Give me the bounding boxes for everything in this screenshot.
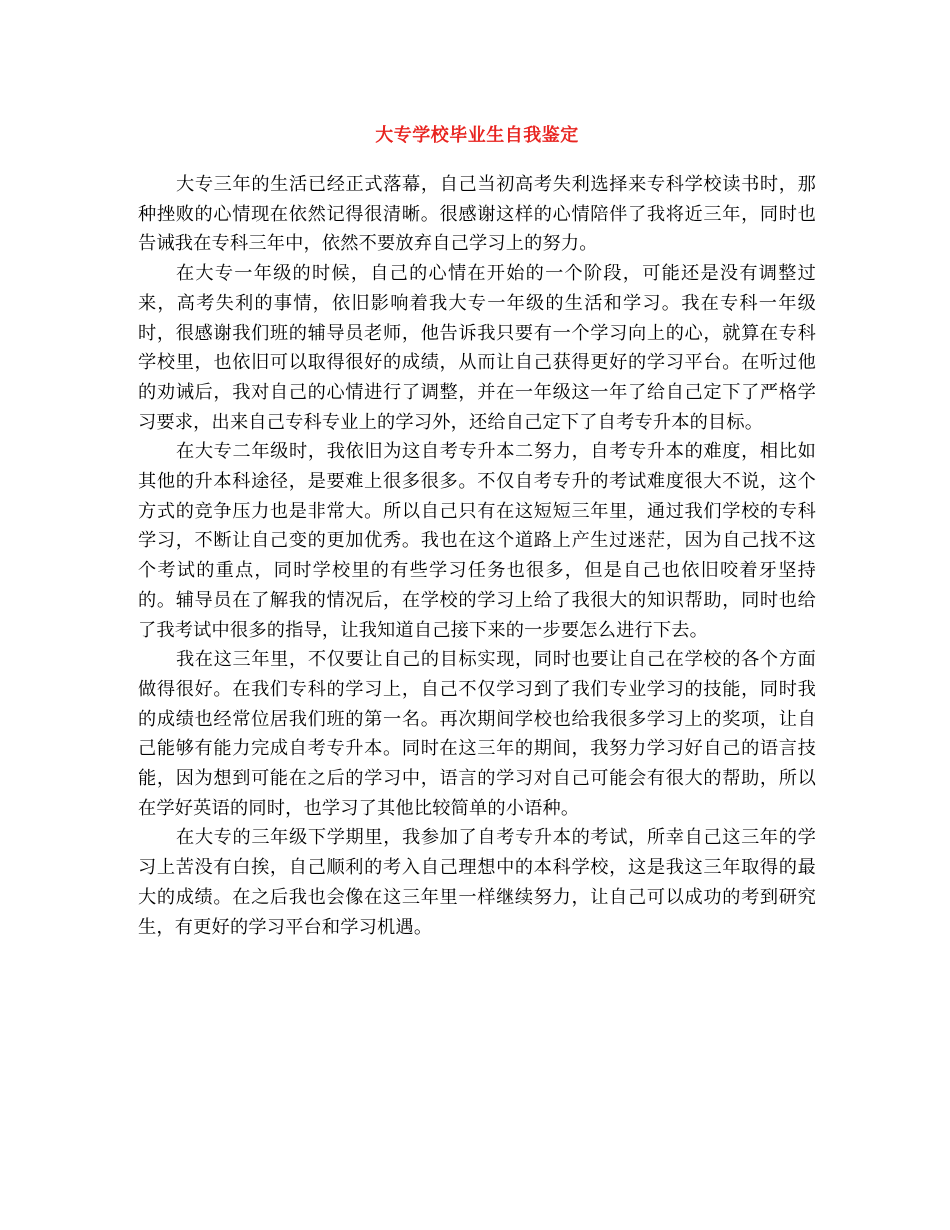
paragraph-4: 我在这三年里，不仅要让自己的目标实现，同时也要让自己在学校的各个方面做得很好。在我们专科的学习上，自己不仅学习到了我们专业学习的技能，同时我的成绩也经常位居我们班的第一名。再次期间学校也给我很多学习上的奖项，让自己能够有能力完成自考专升本。同时在这三年的期间，我努力学习好自己的语言技能，因为想到可能在之后的学习中，语言的学习对自己可能会有很大的帮助，所以在学好英语的同时，也学习了其他比较简单的小语种。 <box>138 649 816 819</box>
paragraph-3: 在大专二年级时，我依旧为这自考专升本二努力，自考专升本的难度，相比如其他的升本科途径，是要难上很多很多。不仅自考专升的考试难度很大不说，这个方式的竞争压力也是非常大。所以自己只有在这短短三年里，通过我们学校的专科学习，不断让自己变的更加优秀。我也在这个道路上产生过迷茫，因为自己找不这个考试的重点，同时学校里的有些学习任务也很多，但是自己也依旧咬着牙坚持的。辅导员在了解我的情况后，在学校的学习上给了我很大的知识帮助，同时也给了我考试中很多的指导，让我知道自己接下来的一步要怎么进行下去。 <box>138 441 816 641</box>
paragraph-2: 在大专一年级的时候，自己的心情在开始的一个阶段，可能还是没有调整过来，高考失利的事情，依旧影响着我大专一年级的生活和学习。我在专科一年级时，很感谢我们班的辅导员老师，他告诉我只要有一个学习向上的心，就算在专科学校里，也依旧可以取得很好的成绩，从而让自己获得更好的学习平台。在听过他的劝诫后，我对自己的心情进行了调整，并在一年级这一年了给自己定下了严格学习要求，出来自己专科专业上的学习外，还给自己定下了自考专升本的目标。 <box>138 263 816 433</box>
paragraph-5: 在大专的三年级下学期里，我参加了自考专升本的考试，所幸自己这三年的学习上苦没有白挨，自己顺利的考入自己理想中的本科学校，这是我这三年取得的最大的成绩。在之后我也会像在这三年里一样继续努力，让自己可以成功的考到研究生，有更好的学习平台和学习机遇。 <box>138 827 816 938</box>
document-body <box>138 170 816 942</box>
paragraph-1: 大专三年的生活已经正式落幕，自己当初高考失利选择来专科学校读书时，那种挫败的心情现在依然记得很清晰。很感谢这样的心情陪伴了我将近三年，同时也告诫我在专科三年中，依然不要放弃自己学习上的努力。 <box>138 174 816 255</box>
document-title: 大专学校毕业生自我鉴定 <box>375 125 579 146</box>
